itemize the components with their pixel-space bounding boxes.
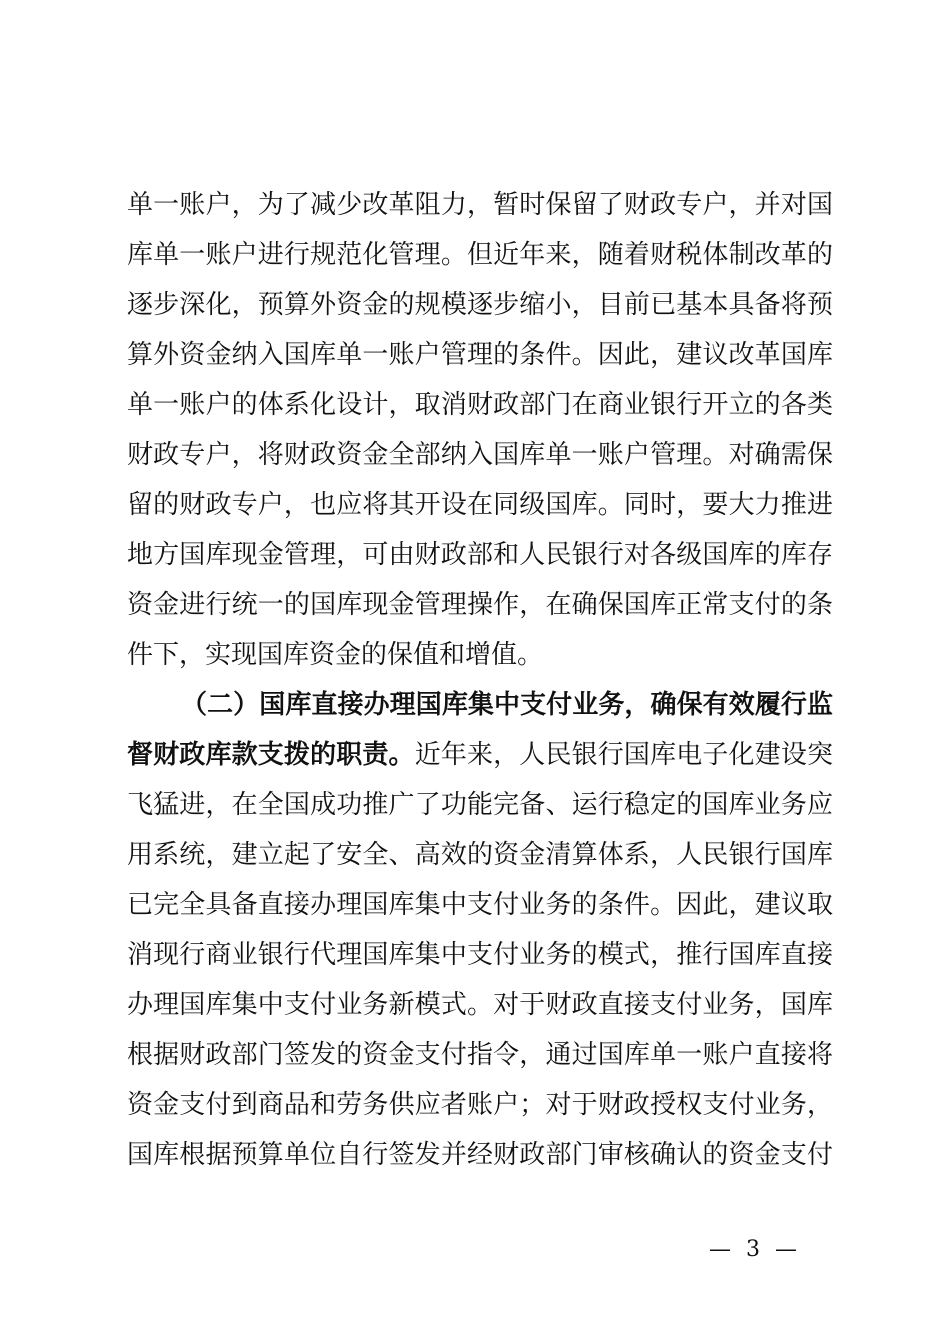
text-line: 单一账户，为了减少改革阻力，暂时保留了财政专户，并对国 [127, 190, 833, 220]
text-line: 财政专户，将财政资金全部纳入国库单一账户管理。对确需保 [127, 440, 833, 470]
text-line: 地方国库现金管理，可由财政部和人民银行对各级国库的库存 [127, 540, 833, 570]
heading-continuation-line [127, 740, 833, 770]
text-line: 用系统，建立起了安全、高效的资金清算体系，人民银行国库 [127, 840, 833, 870]
text-line: 办理国库集中支付业务新模式。对于财政直接支付业务，国库 [127, 990, 833, 1020]
text-line: 消现行商业银行代理国库集中支付业务的模式，推行国库直接 [127, 940, 833, 970]
text-line: 国库根据预算单位自行签发并经财政部门审核确认的资金支付 [127, 1140, 833, 1170]
text-line: 件下，实现国库资金的保值和增值。 [127, 640, 544, 670]
section-heading: （二）国库直接办理国库集中支付业务，确保有效履行监 [181, 690, 833, 720]
text-line: 单一账户的体系化设计，取消财政部门在商业银行开立的各类 [127, 390, 833, 420]
page-number: — 3 — [709, 1237, 801, 1262]
text-line: 已完全具备直接办理国库集中支付业务的条件。因此，建议取 [127, 890, 833, 920]
text-line: 飞猛进，在全国成功推广了功能完备、运行稳定的国库业务应 [127, 790, 833, 820]
text-line: 资金进行统一的国库现金管理操作，在确保国库正常支付的条 [127, 590, 833, 620]
text-line: 根据财政部门签发的资金支付指令，通过国库单一账户直接将 [127, 1040, 833, 1070]
text-line: 逐步深化，预算外资金的规模逐步缩小，目前已基本具备将预 [127, 290, 833, 320]
text-line: 留的财政专户，也应将其开设在同级国库。同时，要大力推进 [127, 490, 833, 520]
text-line: 资金支付到商品和劳务供应者账户；对于财政授权支付业务， [127, 1090, 833, 1120]
text-line: 算外资金纳入国库单一账户管理的条件。因此，建议改革国库 [127, 340, 833, 370]
paragraph-start: 近年来，人民银行国库电子化建设突 [414, 740, 833, 770]
text-line: 库单一账户进行规范化管理。但近年来，随着财税体制改革的 [127, 240, 833, 270]
section-heading-end: 督财政库款支拨的职责。 [127, 740, 415, 770]
